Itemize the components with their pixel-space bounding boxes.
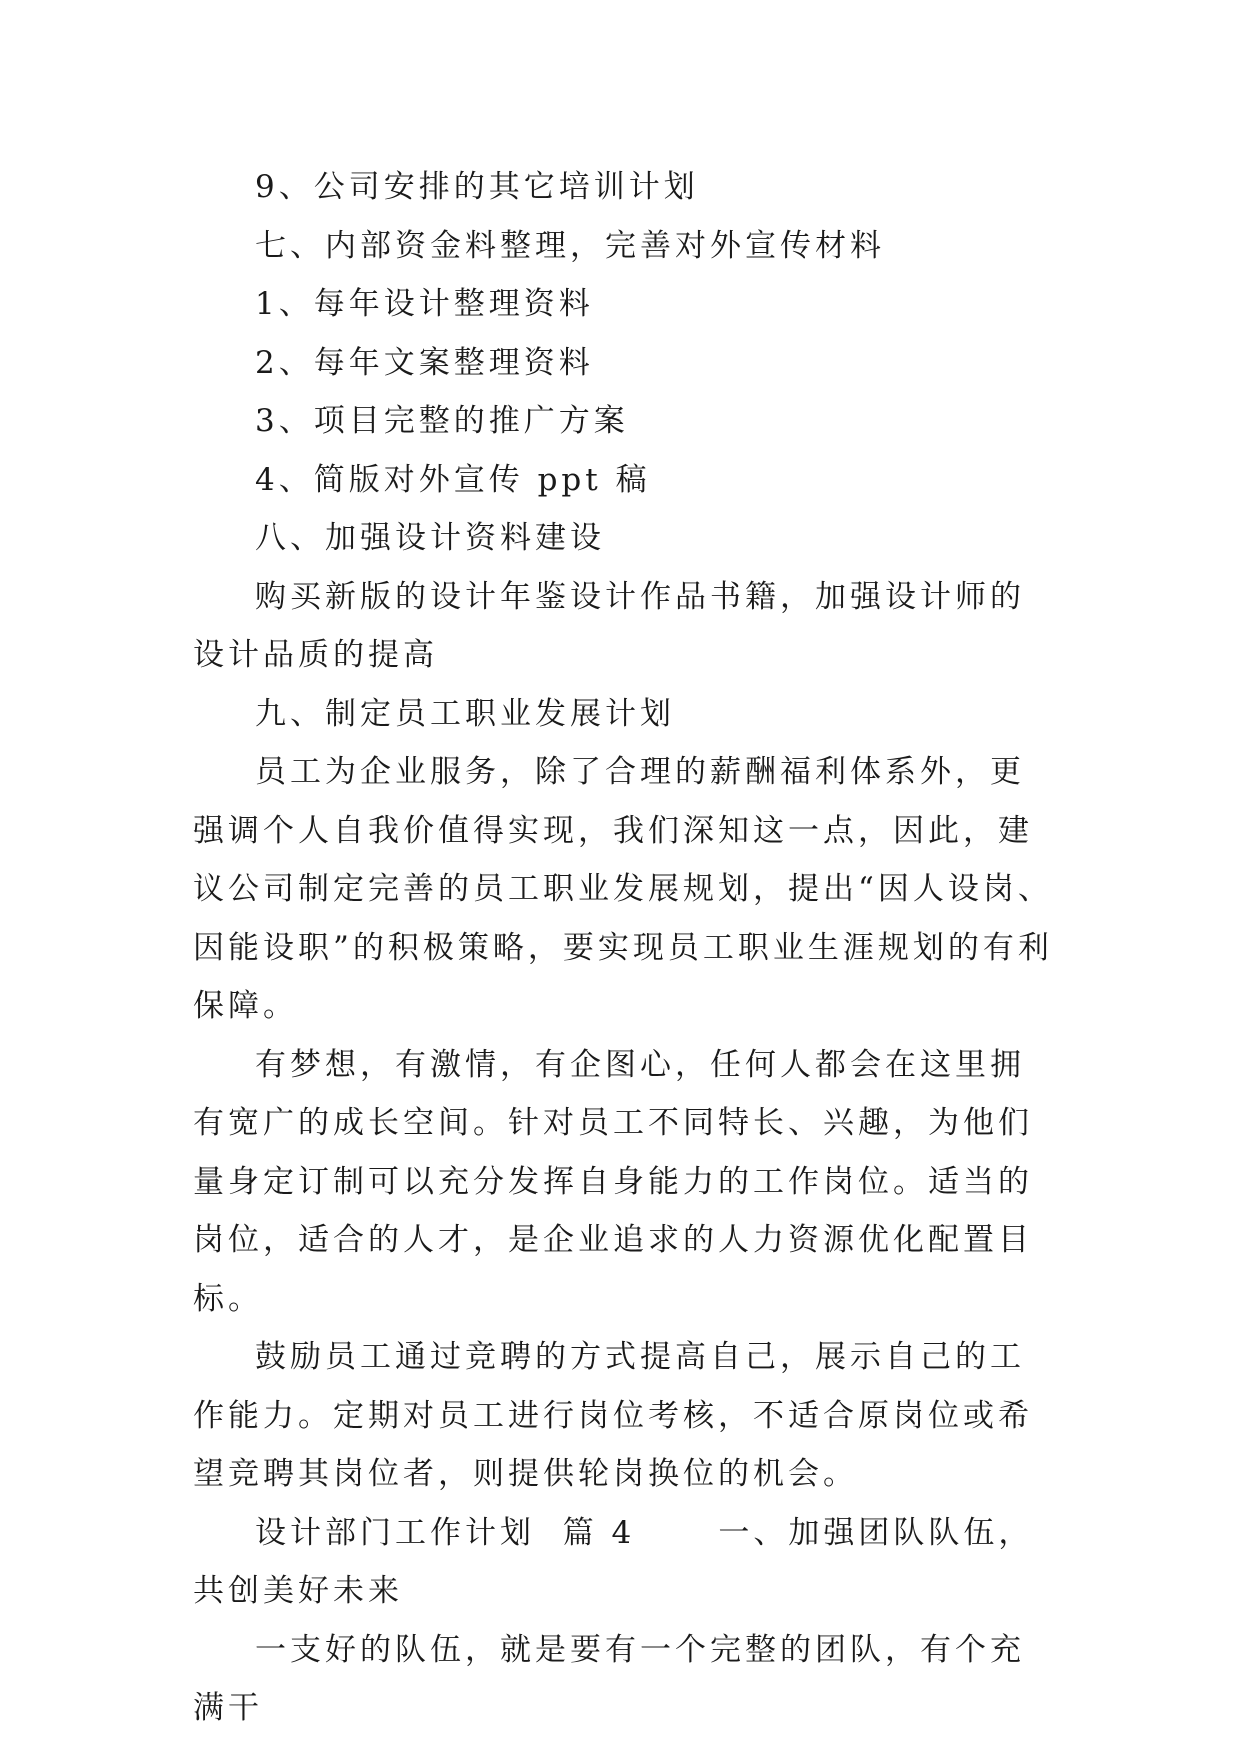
heading-plan-part-4: 设计部门工作计划 篇 4 一、加强团队队伍，共创美好未来 xyxy=(193,1514,1034,1609)
paragraph-design-books: 购买新版的设计年鉴设计作品书籍，加强设计师的设计品质的提高 xyxy=(193,578,1025,673)
heading-section-9: 九、制定员工职业发展计划 xyxy=(255,695,675,732)
paragraph-job-rotation: 鼓励员工通过竞聘的方式提高自己，展示自己的工作能力。定期对员工进行岗位考核，不适合原岗位或希望竞聘其岗位者，则提供轮岗换位的机会。 xyxy=(193,1339,1033,1492)
paragraph-career-planning: 员工为企业服务，除了合理的薪酬福利体系外，更强调个人自我价值得实现，我们深知这一点，因此，建议公司制定完善的员工职业发展规划，提出“因人设岗、因能设职”的积极策略，要实现员工职业生涯规划的有利保障。 xyxy=(193,754,1053,1024)
heading-section-7: 七、内部资金料整理，完善对外宣传材料 xyxy=(255,227,885,264)
list-item-1: 1、每年设计整理资料 xyxy=(255,286,594,322)
paragraph-training-plan-item-9: 9、公司安排的其它培训计划 xyxy=(255,169,699,205)
paragraph-team: 一支好的队伍，就是要有一个完整的团队，有个充满干 xyxy=(193,1631,1025,1726)
list-item-4: 4、简版对外宣传 ppt 稿 xyxy=(255,461,651,498)
list-item-3: 3、项目完整的推广方案 xyxy=(255,403,629,439)
paragraph-growth-space: 有梦想，有激情，有企图心，任何人都会在这里拥有宽广的成长空间。针对员工不同特长、兴趣，为他们量身定订制可以充分发挥自身能力的工作岗位。适当的岗位，适合的人才，是企业追求的人力资源优化配置目标。 xyxy=(193,1046,1033,1317)
list-item-2: 2、每年文案整理资料 xyxy=(255,344,594,381)
document-body xyxy=(193,158,1055,1738)
heading-section-8: 八、加强设计资料建设 xyxy=(255,520,605,556)
